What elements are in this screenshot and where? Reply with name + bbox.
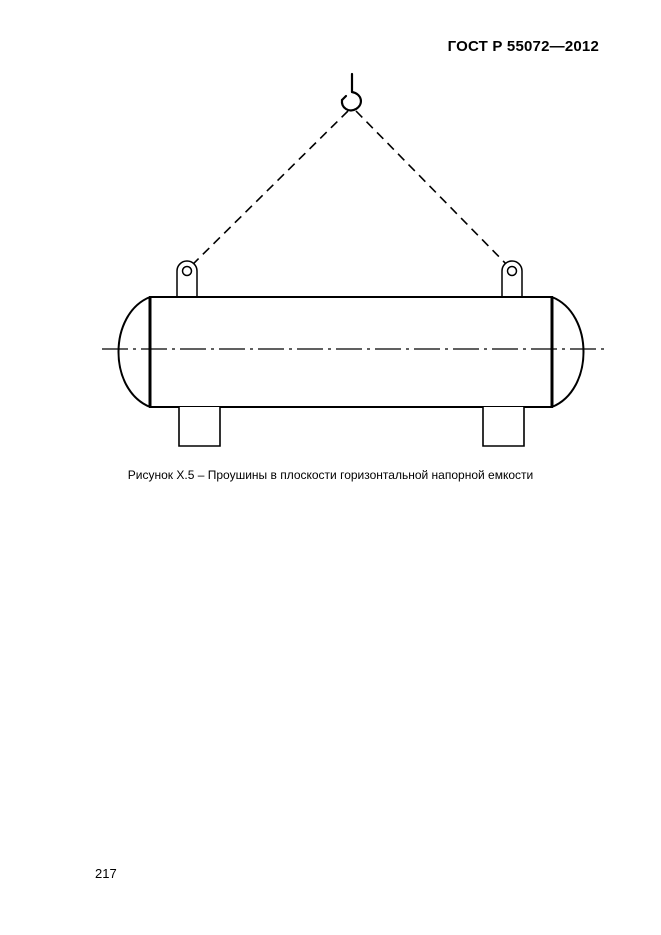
left-head (119, 297, 151, 407)
right-lifting-lug (502, 261, 522, 297)
left-support (179, 407, 220, 446)
vessel-supports (179, 407, 524, 446)
vessel-shell (150, 297, 552, 407)
left-sling (187, 111, 348, 270)
lifting-slings (187, 111, 512, 270)
right-head (552, 297, 584, 407)
right-sling (356, 111, 512, 270)
right-support (483, 407, 524, 446)
crane-hook-icon (342, 74, 361, 110)
page-number: 217 (95, 866, 117, 881)
standard-header: ГОСТ Р 55072—2012 (447, 38, 599, 55)
pressure-vessel (119, 297, 584, 407)
left-lifting-lug (177, 261, 197, 297)
figure-caption: Рисунок Х.5 – Проушины в плоскости горизонтальной напорной емкости (127, 468, 534, 482)
